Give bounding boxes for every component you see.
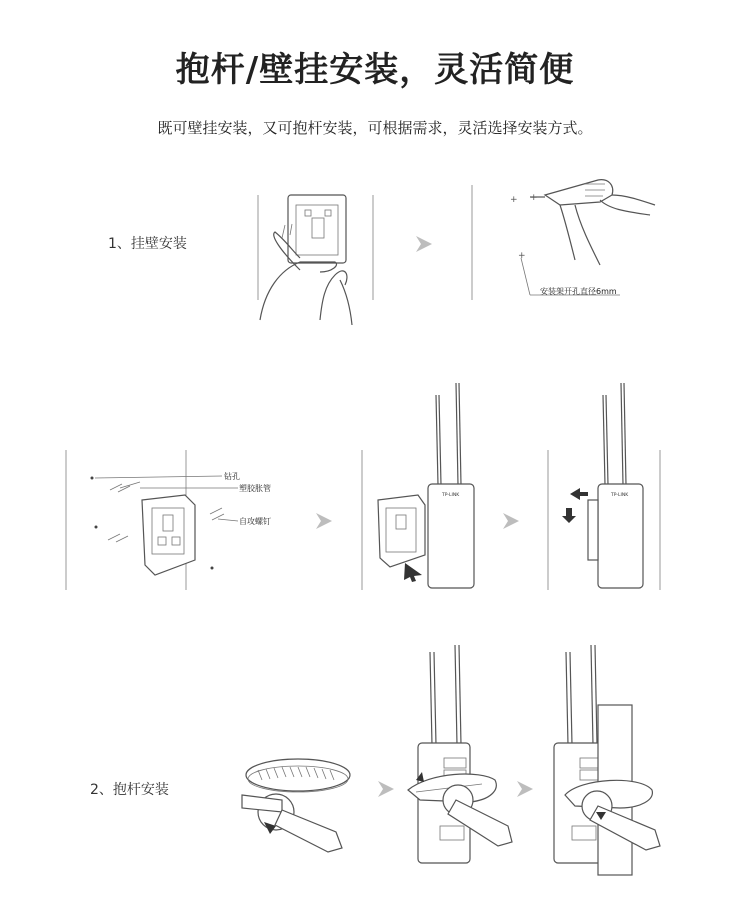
svg-text:+: + [530, 193, 538, 203]
device-attach-illustration [362, 383, 474, 590]
step-arrow-4 [378, 781, 394, 797]
device-clamp-illustration [408, 645, 512, 863]
device-on-pole-illustration [554, 645, 660, 875]
callout-anchor: 塑胶胀管 [239, 484, 271, 493]
page-subtitle: 既可壁挂安装，又可抱杆安装，可根据需求，灵活选择安装方式。 [157, 119, 593, 137]
callout-hole-diameter: 安装架开孔直径6mm [540, 287, 617, 296]
device-slide-illustration [548, 383, 660, 590]
step-arrow-3 [503, 513, 519, 529]
step-arrow-2 [316, 513, 332, 529]
device-brand-text-2: TP-LINK [611, 493, 629, 498]
wall-plate-hands-illustration [258, 195, 373, 325]
hose-clamp-illustration [242, 759, 350, 852]
step-label-wall-mount: 1、挂壁安装 [108, 236, 187, 252]
svg-text:+: + [518, 251, 526, 261]
step-arrow-1 [416, 236, 432, 252]
callout-drill-hole: 钻孔 [224, 472, 240, 481]
step-arrow-5 [517, 781, 533, 797]
step-label-pole-mount: 2、抱杆安装 [90, 782, 169, 798]
drill-illustration [472, 180, 655, 300]
page-title: 抱杆/壁挂安装，灵活简便 [175, 50, 575, 90]
svg-text:+: + [510, 195, 518, 205]
device-brand-text-1: TP-LINK [442, 493, 460, 498]
callout-screw: 自攻螺钉 [239, 517, 271, 526]
anchor-assembly-illustration [66, 450, 238, 590]
